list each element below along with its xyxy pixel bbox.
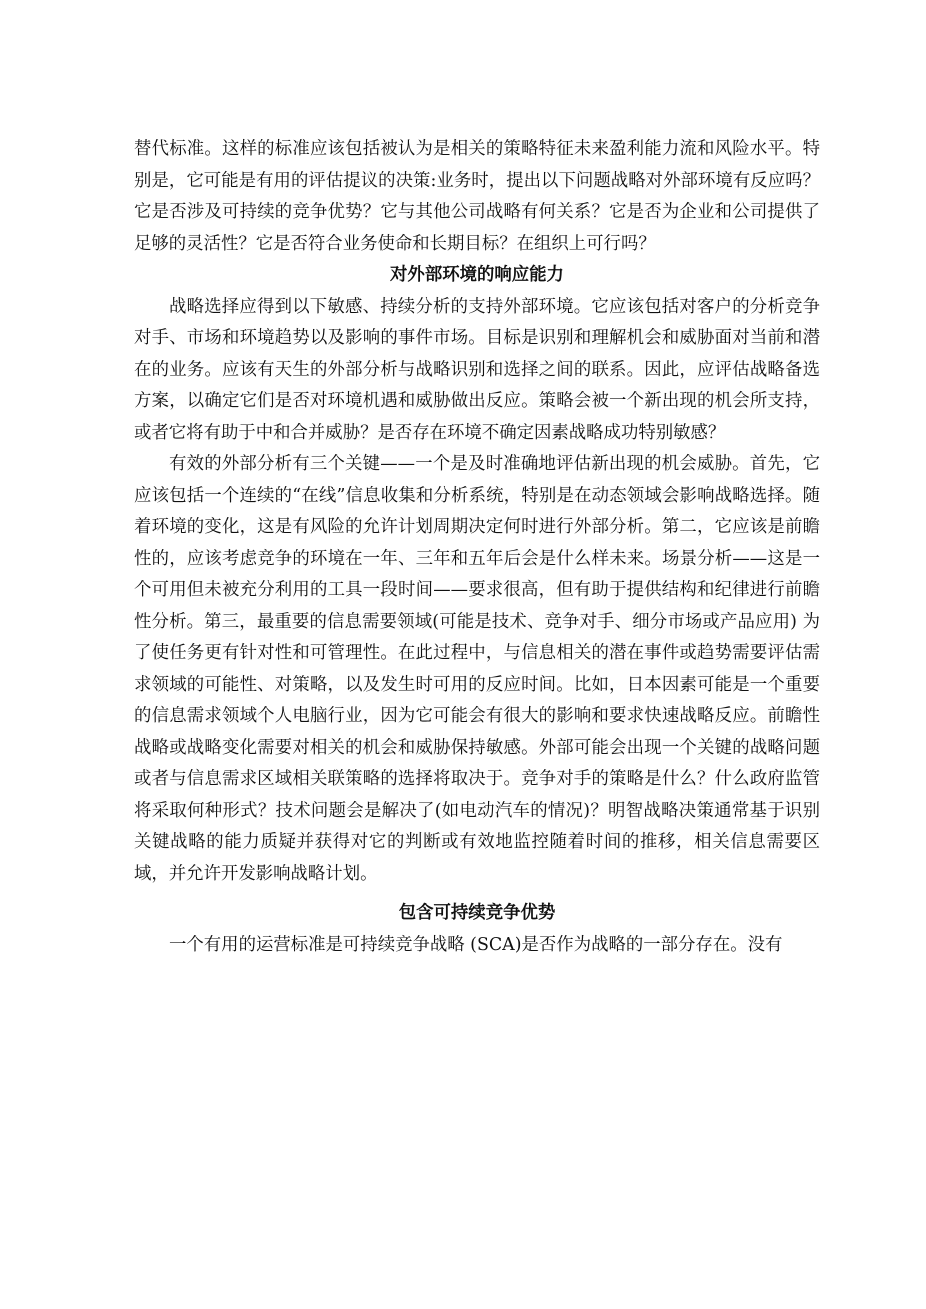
paragraph-4: 一个有用的运营标准是可持续竞争战略 (SCA)是否作为战略的一部分存在。没有 xyxy=(169,934,783,955)
section-heading-sustainable-advantage: 包含可持续竞争优势 xyxy=(398,903,556,923)
section-heading-external-responsiveness: 对外部环境的响应能力 xyxy=(390,265,564,285)
paragraph-1: 替代标准。这样的标准应该包括被认为是相关的策略特征未来盈利能力流和风险水平。特别是，它可能是有用的评估提议的决策:业务时，提出以下问题战略对外部环境有反应吗？它是否涉及可持续的竞争优势？它与其他公司战略有何关系？它是否为企业和公司提供了足够的灵活性？它是否符合业务使命和长期目标？在组织上可行吗？ xyxy=(134,139,820,254)
document-body xyxy=(134,134,820,961)
paragraph-2: 战略选择应得到以下敏感、持续分析的支持外部环境。它应该包括对客户的分析竞争对手、市场和环境趋势以及影响的事件市场。目标是识别和理解机会和威胁面对当前和潜在的业务。应该有天生的外部分析与战略识别和选择之间的联系。因此，应评估战略备选方案，以确定它们是否对环境机遇和威胁做出反应。策略会被一个新出现的机会所支持，或者它将有助于中和合并威胁？是否存在环境不确定因素战略成功特别敏感？ xyxy=(134,296,820,443)
paragraph-3: 有效的外部分析有三个关键——一个是及时准确地评估新出现的机会威胁。首先，它应该包括一个连续的“在线”信息收集和分析系统，特别是在动态领域会影响战略选择。随着环境的变化，这是有风险的允许计划周期决定何时进行外部分析。第二，它应该是前瞻性的，应该考虑竞争的环境在一年、三年和五年后会是什么样未来。场景分析——这是一个可用但未被充分利用的工具一段时间——要求很高，但有助于提供结构和纪律进行前瞻性分析。第三，最重要的信息需要领域(可能是技术、竞争对手、细分市场或产品应用) 为了使任务更有针对性和可管理性。在此过程中，与信息相关的潜在事件或趋势需要评估需求领域的可能性、对策略，以及发生时可用的反应时间。比如，日本因素可能是一个重要的信息需求领域个人电脑行业，因为它可能会有很大的影响和要求快速战略反应。前瞻性战略或战略变化需要对相关的机会和威胁保持敏感。外部可能会出现一个关键的战略问题或者与信息需求区域相关联策略的选择将取决于。竞争对手的策略是什么？什么政府监管将采取何种形式？技术问题会是解决了(如电动汽车的情况)？明智战略决策通常基于识别关键战略的能力质疑并获得对它的判断或有效地监控随着时间的推移，相关信息需要区域，并允许开发影响战略计划。 xyxy=(134,454,820,884)
